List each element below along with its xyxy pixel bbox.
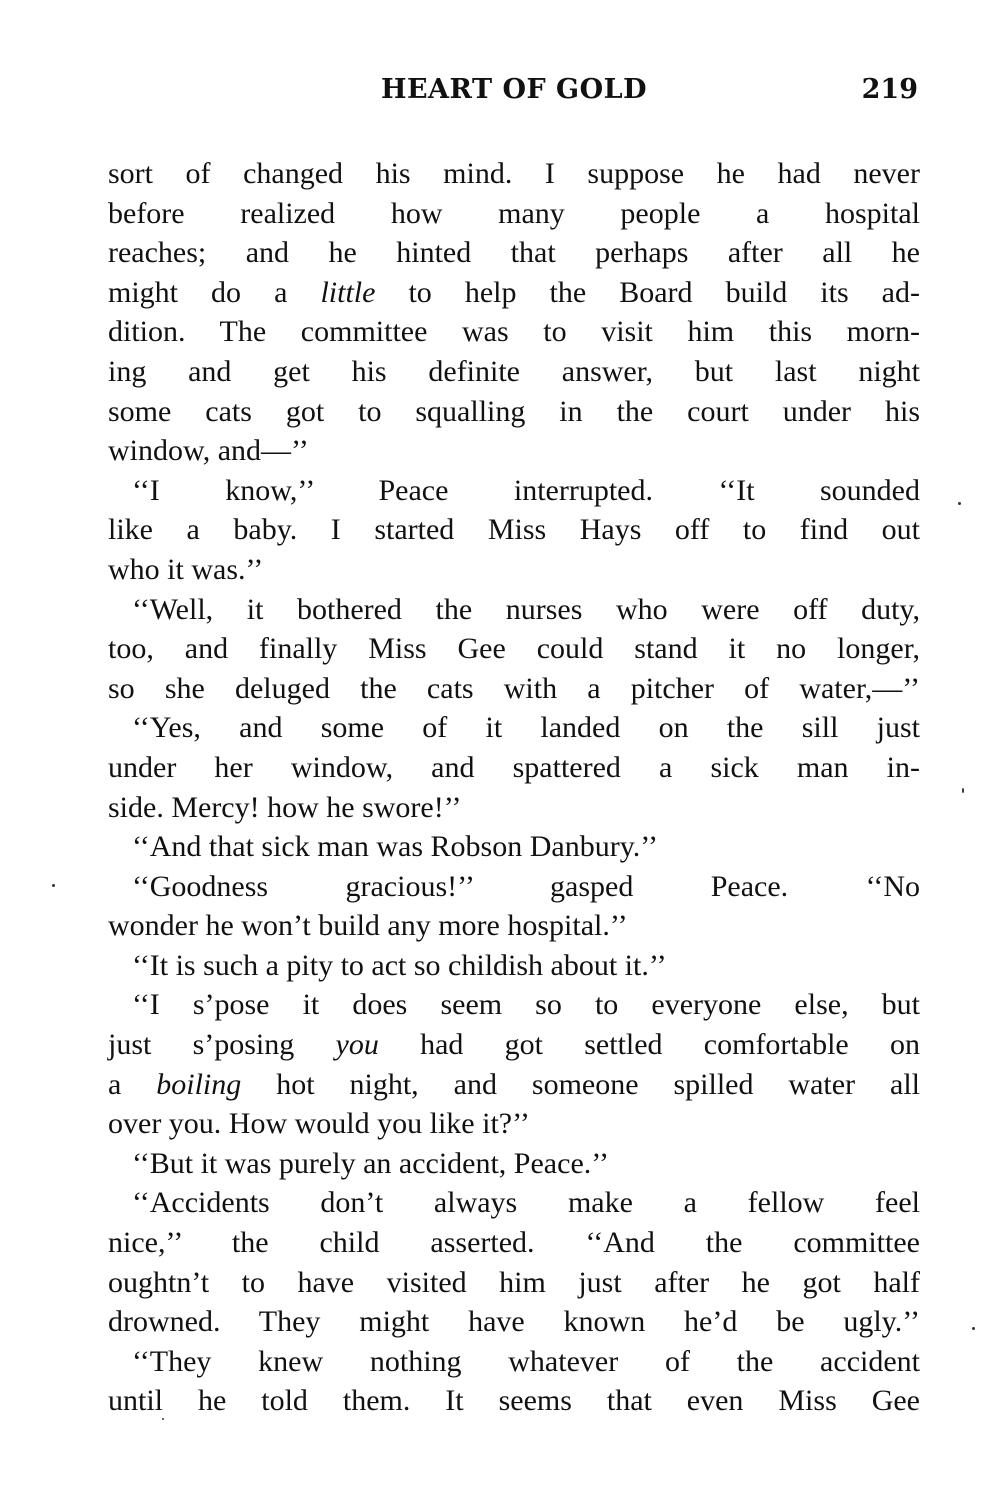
page-number: 219	[861, 74, 918, 105]
text-line	[108, 1104, 920, 1144]
text-segment: ‘‘Goodness gracious!’’ gasped Peace. ‘‘No	[132, 869, 920, 903]
page-header	[108, 74, 920, 114]
text-segment: sort of changed his mind. I suppose he had never	[108, 157, 920, 190]
text-line	[108, 1144, 920, 1184]
text-segment: until he told them. It seems that even Miss Gee	[108, 1384, 920, 1418]
text-line	[108, 906, 920, 946]
scan-speck	[162, 1418, 164, 1420]
text-segment: drowned. They might have known he’d be ugly.’’	[108, 1305, 920, 1339]
text-line	[108, 510, 920, 550]
text-line	[108, 1183, 920, 1223]
scan-speck	[52, 884, 55, 887]
text-line	[108, 708, 920, 748]
text-line	[108, 471, 920, 511]
text-line	[108, 669, 920, 709]
text-line	[108, 352, 920, 392]
text-segment: ‘‘Accidents don’t always make a fellow feel	[132, 1186, 920, 1220]
text-line	[108, 1342, 920, 1382]
scan-speck	[972, 1327, 975, 1330]
text-segment: ‘‘But it was purely an accident, Peace.’’	[132, 1146, 610, 1180]
text-line	[108, 312, 920, 352]
text-line	[108, 946, 920, 986]
italic-emphasis: boiling	[156, 1067, 242, 1101]
text-segment: before realized how many people a hospital	[108, 196, 920, 230]
text-segment: reaches; and he hinted that perhaps after all he	[108, 236, 920, 270]
text-line	[108, 233, 920, 273]
text-line	[108, 273, 920, 313]
text-segment: who it was.’’	[108, 552, 264, 586]
italic-emphasis: little	[320, 275, 376, 309]
text-line	[108, 1025, 920, 1065]
text-segment: ‘‘It is such a pity to act so childish about it.’’	[132, 948, 667, 982]
text-segment: ‘‘Well, it bothered the nurses who were off duty,	[132, 592, 920, 626]
text-line	[108, 1381, 920, 1421]
text-line	[108, 431, 920, 471]
text-line	[108, 590, 920, 630]
text-line	[108, 867, 920, 907]
text-line	[108, 748, 920, 788]
text-segment: had got settled comfortable on	[378, 1028, 920, 1062]
running-title: HEART OF GOLD	[380, 74, 648, 105]
text-segment: a	[108, 1067, 157, 1101]
text-segment: ‘‘I know,’’ Peace interrupted. ‘‘It sounded	[132, 473, 920, 507]
text-segment: ‘‘And that sick man was Robson Danbury.’’	[132, 830, 658, 864]
text-segment: side. Mercy! how he swore!’’	[108, 790, 462, 824]
text-line	[108, 788, 920, 828]
text-segment: under her window, and spattered a sick man in-	[108, 750, 920, 784]
text-segment: might do a	[108, 275, 321, 309]
text-line	[108, 827, 920, 867]
text-segment: dition. The committee was to visit him this morn-	[108, 315, 920, 349]
scan-speck	[962, 788, 964, 793]
text-segment: ‘‘I s’pose it does seem so to everyone else, but	[132, 988, 920, 1022]
text-segment: nice,’’ the child asserted. ‘‘And the committee	[108, 1226, 920, 1260]
italic-emphasis: you	[335, 1028, 379, 1062]
text-line	[108, 1065, 920, 1105]
body-text	[108, 154, 920, 1421]
text-segment: window, and—’’	[108, 434, 309, 468]
scan-speck	[958, 502, 961, 505]
text-segment: so she deluged the cats with a pitcher of water,—’’	[108, 671, 920, 705]
text-segment: oughtn’t to have visited him just after he got half	[108, 1265, 920, 1299]
text-segment: ing and get his definite answer, but last night	[108, 354, 920, 388]
text-segment: ‘‘Yes, and some of it landed on the sill just	[132, 711, 920, 745]
text-segment: like a baby. I started Miss Hays off to find out	[108, 513, 920, 547]
text-segment: some cats got to squalling in the court under his	[108, 394, 920, 428]
text-line	[108, 154, 920, 194]
text-segment: ‘‘They knew nothing whatever of the accident	[132, 1344, 920, 1378]
text-segment: to help the Board build its ad-	[375, 275, 920, 309]
text-line	[108, 1263, 920, 1303]
text-segment: just s’posing	[108, 1028, 336, 1062]
text-line	[108, 550, 920, 590]
text-line	[108, 629, 920, 669]
text-segment: too, and finally Miss Gee could stand it no longer,	[108, 632, 920, 666]
text-line	[108, 194, 920, 234]
text-line	[108, 392, 920, 432]
text-segment: over you. How would you like it?’’	[108, 1107, 530, 1141]
text-segment: wonder he won’t build any more hospital.’’	[108, 909, 628, 943]
text-segment: hot night, and someone spilled water all	[241, 1067, 920, 1101]
text-line	[108, 985, 920, 1025]
text-line	[108, 1302, 920, 1342]
text-line	[108, 1223, 920, 1263]
